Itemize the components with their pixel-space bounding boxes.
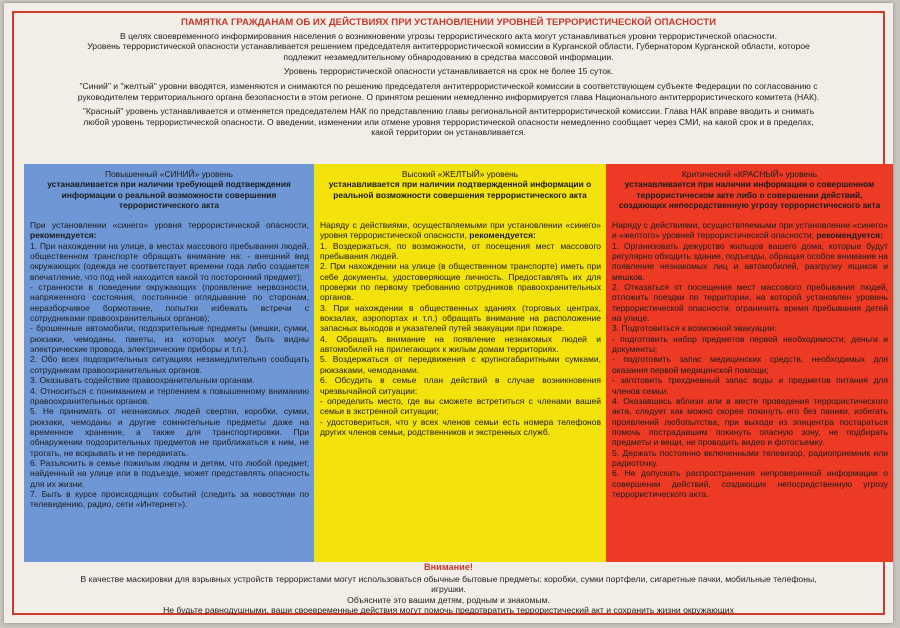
duration-line: Уровень террористической опасности устанавливается на срок не более 15 суток.	[283, 66, 614, 77]
list-item: 1. Организовать дежурство жильцов вашего дома, которые будут регулярно обходить здание, подъезды, обращая особое внимание на появление незнакомых лиц и автомобилей, разгрузку ящиков и мешков.	[612, 240, 888, 282]
red-level-body	[606, 220, 893, 499]
red-level-header	[606, 164, 893, 220]
list-item: - подготовить набор предметов первой необходимости, деньги и документы;	[612, 333, 888, 355]
red-level-name: Критический «КРАСНЫЙ» уровень	[681, 169, 818, 179]
blue-yellow-line-1: "Синий" и "желтый" уровни вводятся, изменяются и снимаются по решению председателя антитеррористической комиссии в соответствующем субъекте Федерации по согласованию с	[79, 80, 818, 91]
yellow-level-subtitle: устанавливается при наличии подтвержденной информации о реальной возможности совершения террористического акта	[328, 179, 592, 200]
list-item: 7. Быть в курсе происходящих событий (следить за новостями по телевидению, радио, сети «Интернет»).	[30, 488, 309, 510]
list-item: 2. Отказаться от посещения мест массового пребывания людей, отложить поездки по территории, на которой установлен уровень террористической опасности, ограничить время пребывания детей на улице.	[612, 282, 888, 324]
yellow-recommended: рекомендуется:	[469, 230, 536, 241]
red-line-2: любой уровень террористической опасности. О введении, изменении или отмене уровня террористической опасности немедленно сообщает через СМИ, на какой срок и в пределах,	[83, 116, 814, 127]
red-recommended: рекомендуется:	[816, 230, 883, 241]
blue-intro	[30, 220, 309, 241]
list-item: - брошенные автомобили, подозрительные предметы (мешки, сумки, рюкзаки, чемоданы, пакеты, из которых могут быть видны электрические провода, электрические приборы и т.п.).	[30, 323, 309, 355]
blue-level-subtitle: устанавливается при наличии требующей подтверждения информации о реальной возможности совершения террористического акта	[47, 179, 291, 210]
list-item: 3. При нахождении в общественных зданиях (торговых центрах, вокзалах, аэропортах и т.п.) обращать внимание на расположение запасных выходов и указателей путей эвакуации при пожаре.	[320, 302, 601, 334]
list-item: 4. Оказавшись вблизи или в месте проведения террористического акта, следует как можно скорее покинуть его без паники, избегать проявлений любопытства, при выходе из эпицентра постараться помочь пострадавшим покинуть опасную зону, не подбирать предметы и вещи, не проводить видео и фотосъемку.	[612, 395, 888, 448]
document-title: ПАМЯТКА ГРАЖДАНАМ ОБ ИХ ДЕЙСТВИЯХ ПРИ УСТАНОВЛЕНИИ УРОВНЕЙ ТЕРРОРИСТИЧЕСКОЙ ОПАСНОСТИ	[180, 17, 717, 28]
blue-level-body	[24, 220, 314, 510]
blue-level-column	[24, 164, 314, 562]
list-item: 6. Разъяснить в семье пожилым людям и детям, что любой предмет, найденный на улице или в подъезде, может представлять опасность для их жизни.	[30, 457, 309, 489]
red-line-1: "Красный" уровень устанавливается и отменяется председателем НАК по представлению главы региональной антитеррористической комиссии. Глава НАК вправе вводить и снимать	[82, 106, 815, 117]
yellow-level-name: Высокий «ЖЕЛТЫЙ» уровень	[401, 169, 519, 179]
blue-yellow-line-2: руководителем территориального органа безопасности в этом регионе. О принятом решении немедленно информируется глава Национального антитеррористического комитета (НАК).	[77, 91, 820, 102]
list-item: - определить место, где вы сможете встретиться с членами вашей семьи в экстренной ситуации;	[320, 395, 601, 417]
list-item: - странности в поведении окружающих (проявление нервозности, напряженного состояния, постоянное оглядывание по сторонам, неразборчивое бормотание, попытки избежать встречи с сотрудниками правоохранительных органов);	[30, 282, 309, 324]
list-item: 4. Относиться с пониманием и терпением к повышенному вниманию правоохранительных органов.	[30, 385, 309, 406]
yellow-intro	[320, 220, 601, 241]
list-item: 2. При нахождении на улице (в общественном транспорте) иметь при себе документы, удостоверяющие личность. Предоставлять их для проверки по первому требованию сотрудников правоохранительных органов.	[320, 261, 601, 303]
header-section	[24, 13, 873, 138]
list-item: 1. При нахождении на улице, в местах массового пребывания людей, общественном транспорте обращать внимание на: - внешний вид окружающих (одежда не соответствует времени года либо создается впечатление, что под ней находится какой то посторонний предмет);	[30, 240, 309, 282]
yellow-level-header	[314, 164, 606, 220]
blue-recommended: рекомендуется:	[30, 230, 97, 241]
list-item: - заготовить трехдневный запас воды и предметов питания для членов семьи.	[612, 375, 888, 396]
yellow-intro-text: Наряду с действиями, осуществляемыми при установлении «синего» уровня террористической опасности,	[320, 220, 601, 241]
list-item: 1. Воздержаться, по возможности, от посещения мест массового пребывания людей.	[320, 240, 601, 262]
blue-level-name: Повышенный «СИНИЙ» уровень	[104, 169, 233, 179]
list-item: 3. Подготовиться к возможной эвакуации:	[612, 323, 777, 334]
list-item: 3. Оказывать содействие правоохранительным органам.	[30, 375, 255, 386]
blue-level-header	[24, 164, 314, 220]
red-line-3: какой территории он устанавливается.	[371, 127, 526, 138]
list-item: - удостовериться, что у всех членов семьи есть номера телефонов других членов семьи, родственников и экстренных служб.	[320, 416, 601, 437]
red-level-subtitle: устанавливается при наличии информации о совершенном террористическом акте либо о совершении действий, создающих непосредственную угрозу террористического акта	[618, 179, 881, 210]
list-item: 2. Обо всех подозрительных ситуациях незамедлительно сообщать сотрудникам правоохранительных органов.	[30, 354, 309, 375]
leaflet-sheet	[4, 3, 893, 623]
warning-line-3: Объясните это вашим детям, родным и знакомым.	[347, 594, 550, 605]
intro-paragraph: В целях своевременного информирования населения о возникновении угрозы террористического акта могут устанавливаться уровни террористической опасности.	[119, 30, 777, 41]
list-item: 5. Воздержаться от передвижения с крупногабаритными сумками, рюкзаками, чемоданами.	[320, 354, 601, 375]
warning-line-1: В качестве маскировки для взрывных устройств террористами могут использоваться обычные бытовые предметы: коробки, сумки портфели, сигаретные пачки, мобильные телефоны,	[80, 573, 817, 584]
page-border	[12, 11, 888, 616]
list-item: 5. Держать постоянно включенными телевизор, радиоприемник или радиоточку.	[612, 447, 888, 468]
yellow-level-body	[314, 220, 606, 437]
list-item: 5. Не принимать от незнакомых людей свертки, коробки, сумки, рюкзаки, чемоданы и другие сомнительные предметы даже на временное хранение, а также для транспортировки. При обнаружении подозрительных предметов не приближаться к ним, не трогать, не вскрывать и не передвигать.	[30, 406, 309, 458]
blue-intro-text: При установлении «синего» уровня террористической опасности,	[30, 220, 309, 230]
list-item: 6. Обсудить в семье план действий в случае возникновения чрезвычайной ситуации:	[320, 375, 601, 396]
list-item: - подготовить запас медицинских средств, необходимых для оказания первой медицинской помощи;	[612, 354, 888, 375]
authority-line-2: подлежит незамедлительному обнародованию в средства массовой информации.	[283, 51, 614, 62]
warning-heading: Внимание!	[424, 562, 473, 572]
list-item: 6. Не допускать распространения непроверенной информации о совершении действий, создающих непосредственную угрозу террористического акта.	[612, 468, 888, 499]
list-item: 4. Обращать внимание на появление незнакомых людей и автомобилей на прилегающих к жилым домам территориях.	[320, 333, 601, 355]
footer-section	[24, 562, 873, 616]
yellow-level-column	[314, 164, 606, 562]
red-intro-text: Наряду с действиями, осуществляемыми при установлении «синего» и «желтого» уровней террористической опасности,	[612, 220, 888, 241]
red-intro	[612, 220, 888, 241]
red-level-column	[606, 164, 893, 562]
warning-line-4: Не будьте равнодушными, ваши своевременные действия могут помочь предотвратить террористический акт и сохранить жизни окружающих	[163, 605, 734, 616]
warning-line-2: игрушки.	[431, 584, 466, 595]
authority-line-1: Уровень террористической опасности устанавливается решением председателя антитеррористической комиссии в Курганской области, Губернатором Курганской области, которое	[87, 41, 810, 52]
